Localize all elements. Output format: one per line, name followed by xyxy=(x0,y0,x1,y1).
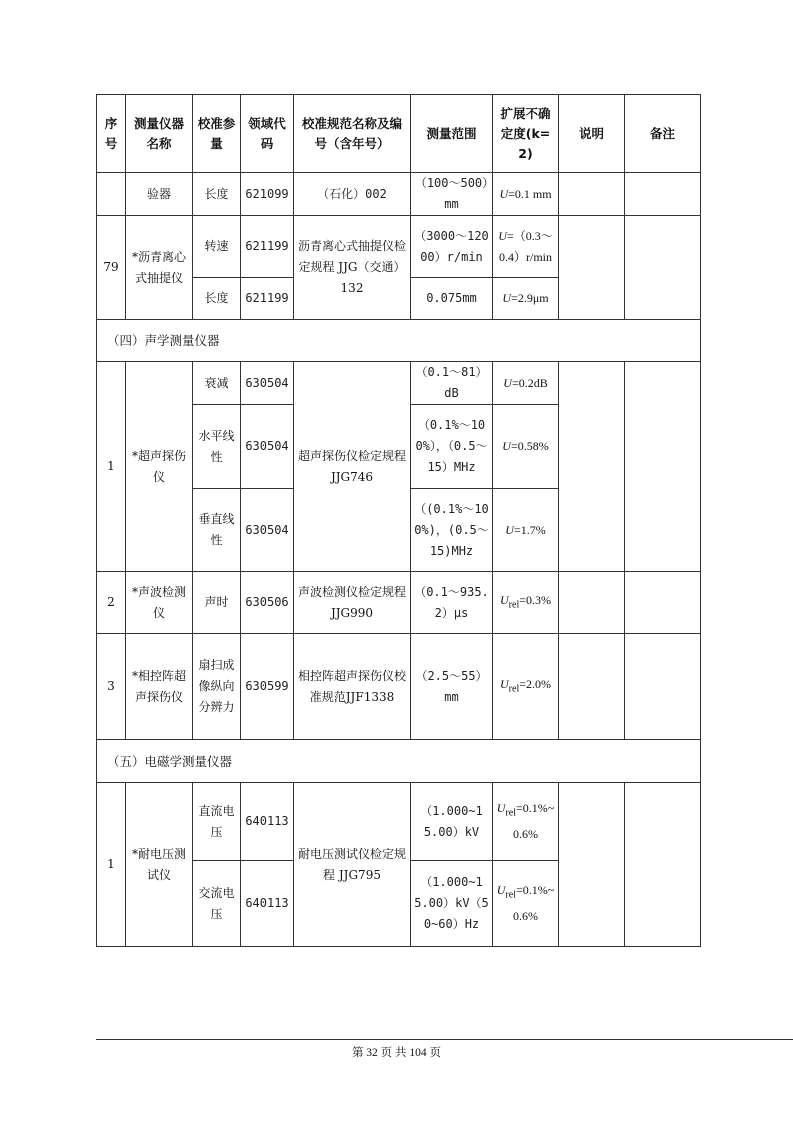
cell-no xyxy=(97,173,126,216)
header-notes: 说明 xyxy=(559,95,625,173)
cell-uncertainty: $U_{rel}=0.1\%\sim 0.6\%$ xyxy=(493,861,559,947)
header-uncertainty: 扩展不确定度(k=2) xyxy=(493,95,559,173)
cell-code: 630504 xyxy=(241,362,294,405)
cell-range: （(0.1%～100%)，(0.5～15)MHz xyxy=(411,489,493,572)
table-row xyxy=(97,572,701,634)
cell-param: 扇扫成像纵向分辨力 xyxy=(193,634,241,740)
cell-remarks xyxy=(625,634,701,740)
header-name: 测量仪器名称 xyxy=(126,95,193,173)
cell-no: 3 xyxy=(97,634,126,740)
cell-uncertainty: $U_{rel}=2.0\%$ xyxy=(493,634,559,740)
footer-divider xyxy=(96,1039,793,1040)
header-code: 领域代码 xyxy=(241,95,294,173)
cell-code: 640113 xyxy=(241,783,294,861)
cell-param: 水平线性 xyxy=(193,405,241,489)
cell-uncertainty: U=（0.3～0.4）r/min xyxy=(493,216,559,278)
header-row xyxy=(97,95,701,173)
cell-no: 2 xyxy=(97,572,126,634)
cell-param: 长度 xyxy=(193,278,241,320)
header-spec: 校准规范名称及编号（含年号） xyxy=(294,95,411,173)
cell-name: *沥青离心式抽提仪 xyxy=(126,216,193,320)
cell-uncertainty: U=0.58% xyxy=(493,405,559,489)
cell-code: 621199 xyxy=(241,278,294,320)
cell-range: （0.1～81）dB xyxy=(411,362,493,405)
cell-code: 621099 xyxy=(241,173,294,216)
cell-spec: 超声探伤仪检定规程 JJG746 xyxy=(294,362,411,572)
cell-param: 交流电压 xyxy=(193,861,241,947)
cell-no: 1 xyxy=(97,783,126,947)
header-param: 校准参量 xyxy=(193,95,241,173)
cell-name: *超声探伤仪 xyxy=(126,362,193,572)
cell-notes xyxy=(559,216,625,320)
cell-uncertainty: $U_{rel}=0.3\%$ xyxy=(493,572,559,634)
cell-uncertainty: U=2.9μm xyxy=(493,278,559,320)
table-row xyxy=(97,173,701,216)
header-range: 测量范围 xyxy=(411,95,493,173)
section-title-electromagnetic: （五）电磁学测量仪器 xyxy=(97,740,701,783)
cell-range: （1.000~15.00）kV（50~60）Hz xyxy=(411,861,493,947)
table-row xyxy=(97,634,701,740)
cell-spec: （石化）002 xyxy=(294,173,411,216)
cell-param: 衰减 xyxy=(193,362,241,405)
cell-spec: 相控阵超声探伤仪校准规范JJF1338 xyxy=(294,634,411,740)
cell-code: 630504 xyxy=(241,405,294,489)
cell-range: （3000～12000）r/min xyxy=(411,216,493,278)
cell-range: （0.1%～100%），（0.5～15）MHz xyxy=(411,405,493,489)
cell-code: 630504 xyxy=(241,489,294,572)
cell-remarks xyxy=(625,783,701,947)
cell-range: （2.5～55）mm xyxy=(411,634,493,740)
cell-remarks xyxy=(625,572,701,634)
section-row xyxy=(97,740,701,783)
cell-spec: 耐电压测试仪检定规程 JJG795 xyxy=(294,783,411,947)
section-title-acoustic: （四）声学测量仪器 xyxy=(97,320,701,362)
cell-name: 验器 xyxy=(126,173,193,216)
cell-name: *声波检测仪 xyxy=(126,572,193,634)
cell-name: *耐电压测试仪 xyxy=(126,783,193,947)
cell-spec: 沥青离心式抽提仪检定规程 JJG（交通）132 xyxy=(294,216,411,320)
cell-notes xyxy=(559,572,625,634)
table-row xyxy=(97,362,701,405)
header-no: 序号 xyxy=(97,95,126,173)
header-remarks: 备注 xyxy=(625,95,701,173)
cell-uncertainty: $U_{rel}=0.1\%\sim 0.6\%$ xyxy=(493,783,559,861)
cell-no: 79 xyxy=(97,216,126,320)
cell-notes xyxy=(559,783,625,947)
cell-name: *相控阵超声探伤仪 xyxy=(126,634,193,740)
cell-range: （100～500）mm xyxy=(411,173,493,216)
table-row xyxy=(97,216,701,278)
cell-remarks xyxy=(625,173,701,216)
calibration-table xyxy=(96,94,701,947)
cell-param: 转速 xyxy=(193,216,241,278)
cell-range: 0.075mm xyxy=(411,278,493,320)
cell-param: 垂直线性 xyxy=(193,489,241,572)
cell-remarks xyxy=(625,362,701,572)
cell-range: （0.1～935.2）μs xyxy=(411,572,493,634)
cell-code: 640113 xyxy=(241,861,294,947)
cell-param: 声时 xyxy=(193,572,241,634)
cell-spec: 声波检测仪检定规程 JJG990 xyxy=(294,572,411,634)
cell-code: 630506 xyxy=(241,572,294,634)
cell-code: 621199 xyxy=(241,216,294,278)
cell-uncertainty: U=0.2dB xyxy=(493,362,559,405)
cell-code: 630599 xyxy=(241,634,294,740)
cell-notes xyxy=(559,362,625,572)
cell-no: 1 xyxy=(97,362,126,572)
cell-uncertainty: U=1.7% xyxy=(493,489,559,572)
cell-remarks xyxy=(625,216,701,320)
table-row xyxy=(97,783,701,861)
cell-param: 直流电压 xyxy=(193,783,241,861)
cell-uncertainty: U=0.1 mm xyxy=(493,173,559,216)
section-row xyxy=(97,320,701,362)
cell-notes xyxy=(559,634,625,740)
cell-range: （1.000~15.00）kV xyxy=(411,783,493,861)
cell-param: 长度 xyxy=(193,173,241,216)
cell-notes xyxy=(559,173,625,216)
page-number: 第 32 页 共 104 页 xyxy=(351,1047,442,1059)
